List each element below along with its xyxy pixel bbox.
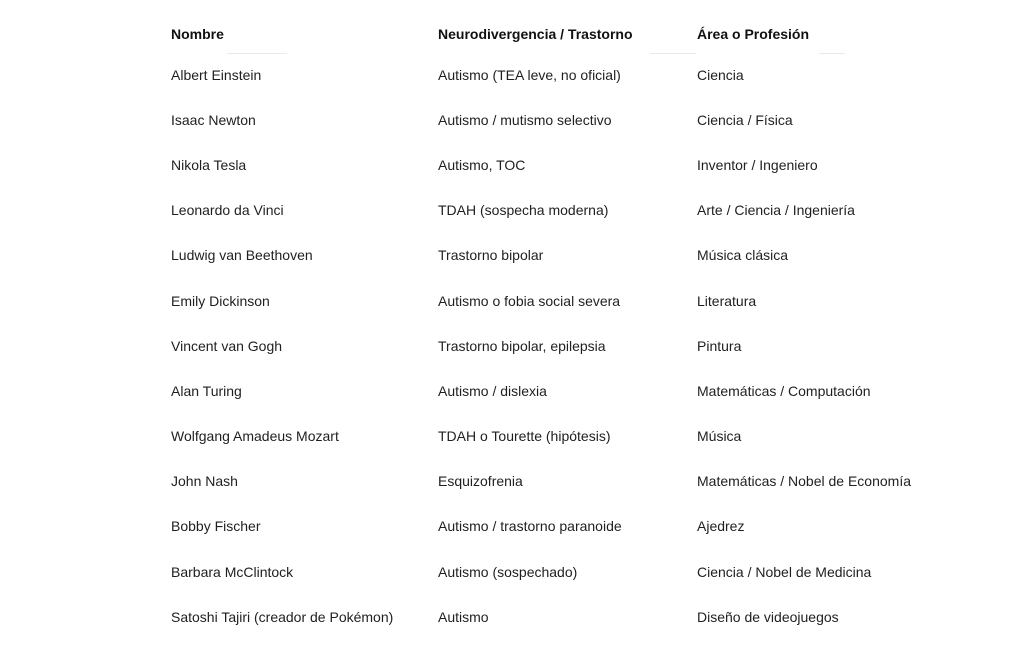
cell-condition: Autismo (TEA leve, no oficial) bbox=[438, 66, 621, 83]
cell-name: Nikola Tesla bbox=[171, 156, 247, 173]
cell-condition: Trastorno bipolar bbox=[438, 247, 544, 264]
table-row bbox=[171, 323, 951, 368]
header-divider bbox=[227, 53, 287, 54]
cell-name: Isaac Newton bbox=[171, 111, 256, 128]
cell-area: Matemáticas / Nobel de Economía bbox=[697, 473, 911, 490]
table-row bbox=[171, 188, 951, 233]
table-body bbox=[171, 52, 951, 639]
table-row bbox=[171, 97, 951, 142]
table-row bbox=[171, 414, 951, 459]
cell-area: Pintura bbox=[697, 337, 742, 354]
cell-name: Albert Einstein bbox=[171, 66, 262, 83]
cell-condition: Autismo, TOC bbox=[438, 156, 526, 173]
header-area bbox=[697, 25, 951, 43]
cell-name: Bobby Fischer bbox=[171, 518, 261, 535]
cell-condition: Autismo / trastorno paranoide bbox=[438, 518, 622, 535]
table-row bbox=[171, 142, 951, 187]
table-row bbox=[171, 594, 951, 639]
cell-name: Leonardo da Vinci bbox=[171, 202, 284, 219]
cell-condition: TDAH o Tourette (hipótesis) bbox=[438, 428, 611, 445]
cell-area: Arte / Ciencia / Ingeniería bbox=[697, 202, 855, 219]
header-condition bbox=[438, 25, 697, 43]
cell-name: Vincent van Gogh bbox=[171, 337, 283, 354]
cell-condition: Autismo (sospechado) bbox=[438, 563, 578, 580]
cell-area: Diseño de videojuegos bbox=[697, 608, 839, 625]
cell-condition: Autismo o fobia social severa bbox=[438, 292, 621, 309]
cell-area: Literatura bbox=[697, 292, 757, 309]
cell-condition: TDAH (sospecha moderna) bbox=[438, 202, 609, 219]
header-name-label: Nombre bbox=[171, 26, 224, 42]
cell-area: Música bbox=[697, 428, 742, 445]
header-condition-label: Neurodivergencia / Trastorno bbox=[438, 26, 633, 42]
table-row bbox=[171, 459, 951, 504]
table-row bbox=[171, 278, 951, 323]
cell-name: Barbara McClintock bbox=[171, 563, 294, 580]
cell-area: Matemáticas / Computación bbox=[697, 382, 871, 399]
cell-condition: Esquizofrenia bbox=[438, 473, 523, 490]
cell-area: Ciencia bbox=[697, 66, 744, 83]
table-row bbox=[171, 52, 951, 97]
cell-name: Satoshi Tajiri (creador de Pokémon) bbox=[171, 608, 394, 625]
cell-condition: Autismo bbox=[438, 608, 489, 625]
cell-name: Emily Dickinson bbox=[171, 292, 270, 309]
cell-area: Ciencia / Nobel de Medicina bbox=[697, 563, 872, 580]
table-row bbox=[171, 549, 951, 594]
neurodivergence-table bbox=[171, 20, 951, 639]
table-row bbox=[171, 368, 951, 413]
cell-name: Wolfgang Amadeus Mozart bbox=[171, 428, 339, 445]
table-row bbox=[171, 504, 951, 549]
cell-area: Ciencia / Física bbox=[697, 111, 793, 128]
header-area-label: Área o Profesión bbox=[697, 26, 810, 42]
cell-condition: Trastorno bipolar, epilepsia bbox=[438, 337, 606, 354]
cell-condition: Autismo / dislexia bbox=[438, 382, 547, 399]
cell-area: Inventor / Ingeniero bbox=[697, 156, 818, 173]
cell-condition: Autismo / mutismo selectivo bbox=[438, 111, 612, 128]
cell-area: Música clásica bbox=[697, 247, 789, 264]
cell-name: Alan Turing bbox=[171, 382, 242, 399]
header-name bbox=[171, 25, 438, 43]
header-divider bbox=[650, 53, 696, 54]
table-row bbox=[171, 233, 951, 278]
cell-name: Ludwig van Beethoven bbox=[171, 247, 313, 264]
header-divider bbox=[819, 53, 845, 54]
cell-area: Ajedrez bbox=[697, 518, 745, 535]
cell-name: John Nash bbox=[171, 473, 238, 490]
table-header-row bbox=[171, 20, 951, 48]
